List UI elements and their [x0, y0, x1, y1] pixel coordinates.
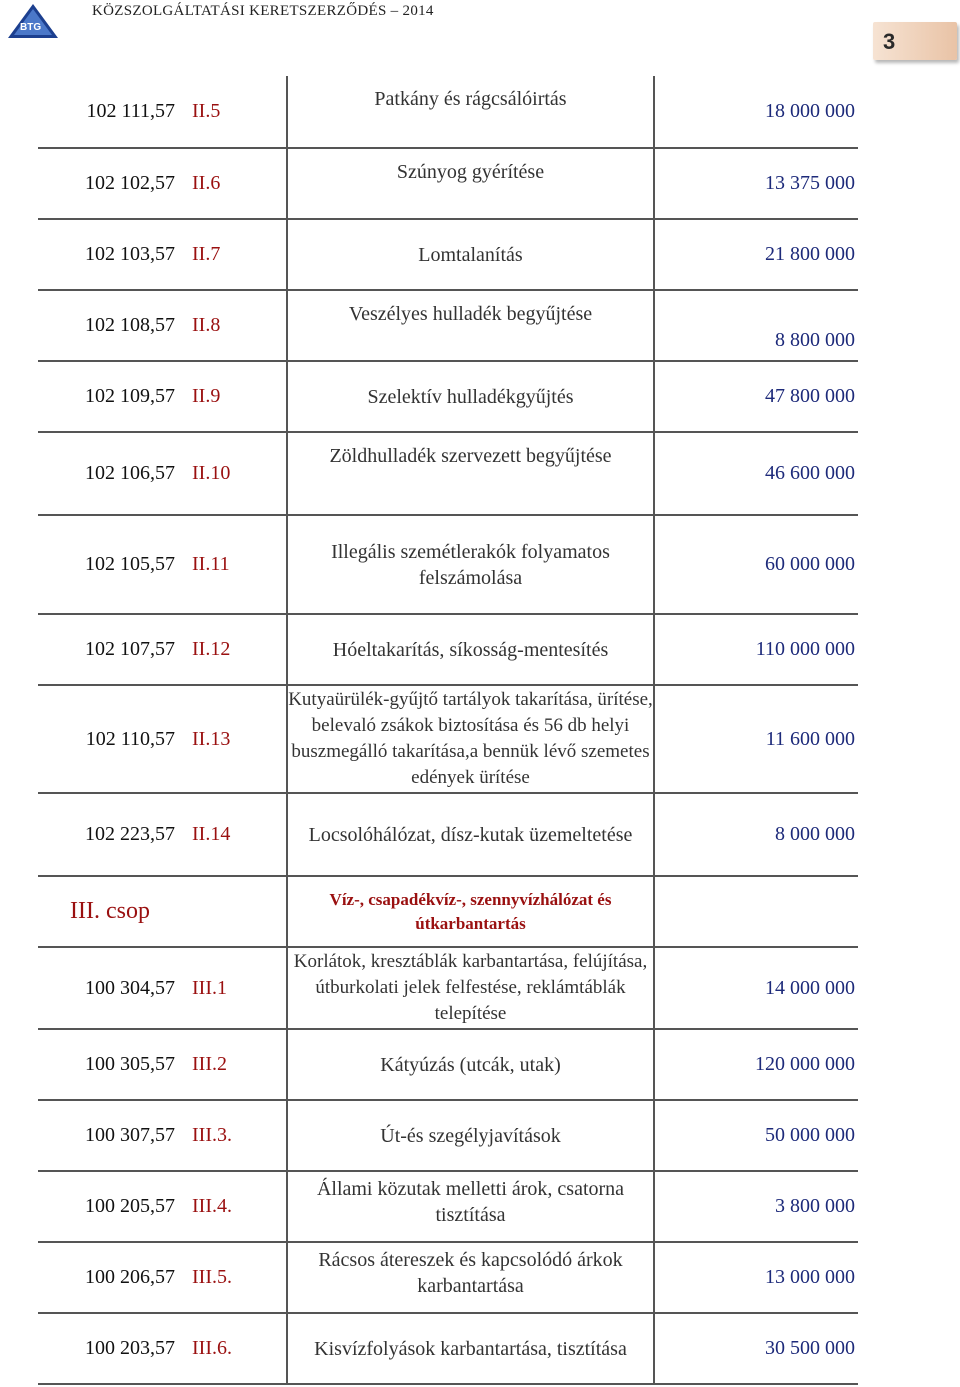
row-section: II.9 [182, 361, 287, 432]
row-description: Zöldhulladék szervezett begyűjtése [287, 432, 654, 515]
page-number: 3 [883, 29, 896, 54]
row-description: Patkány és rágcsálóirtás [287, 76, 654, 148]
row-code: 100 205,57 [38, 1171, 182, 1242]
row-code: 102 107,57 [38, 614, 182, 685]
row-section: III.4. [182, 1171, 287, 1242]
row-code: 100 307,57 [38, 1100, 182, 1171]
group-label: III. csop [38, 876, 182, 947]
empty-cell [182, 876, 287, 947]
row-section: III.6. [182, 1313, 287, 1384]
budget-table [38, 76, 858, 1385]
table-row [38, 76, 858, 148]
row-description: Lomtalanítás [287, 219, 654, 290]
row-amount: 3 800 000 [654, 1171, 858, 1242]
row-section: III.5. [182, 1242, 287, 1313]
row-amount: 8 800 000 [654, 290, 858, 361]
row-code: 100 203,57 [38, 1313, 182, 1384]
table-row [38, 361, 858, 432]
row-code: 100 206,57 [38, 1242, 182, 1313]
row-section: III.2 [182, 1029, 287, 1100]
row-amount: 47 800 000 [654, 361, 858, 432]
table-row [38, 685, 858, 793]
row-section: III.3. [182, 1100, 287, 1171]
table-row [38, 219, 858, 290]
group-title: Víz-, csapadékvíz-, szennyvízhálózat és útkarbantartás [287, 876, 654, 947]
row-code: 102 102,57 [38, 148, 182, 219]
row-code: 102 103,57 [38, 219, 182, 290]
row-amount: 14 000 000 [654, 947, 858, 1029]
row-section: II.14 [182, 793, 287, 876]
page-header [0, 0, 960, 64]
row-description: Hóeltakarítás, síkosság-mentesítés [287, 614, 654, 685]
table-row [38, 290, 858, 361]
table-row [38, 1242, 858, 1313]
row-code: 100 304,57 [38, 947, 182, 1029]
row-amount: 30 500 000 [654, 1313, 858, 1384]
table-row [38, 1171, 858, 1242]
btg-logo [6, 2, 60, 40]
row-section: II.12 [182, 614, 287, 685]
table-row [38, 148, 858, 219]
row-section: II.7 [182, 219, 287, 290]
group-header-row [38, 876, 858, 947]
row-amount: 50 000 000 [654, 1100, 858, 1171]
row-description: Kisvízfolyások karbantartása, tisztítása [287, 1313, 654, 1384]
table-row [38, 793, 858, 876]
row-section: II.11 [182, 515, 287, 614]
row-code: 102 111,57 [86, 100, 175, 122]
row-amount: 120 000 000 [654, 1029, 858, 1100]
row-amount: 13 375 000 [654, 148, 858, 219]
row-amount: 11 600 000 [654, 685, 858, 793]
document-title: KÖZSZOLGÁLTATÁSI KERETSZERZŐDÉS – 2014 [92, 3, 434, 19]
logo-text: BTG [20, 22, 42, 33]
row-code: 102 108,57 [38, 290, 182, 361]
row-code: 102 223,57 [38, 793, 182, 876]
row-code: 102 106,57 [38, 432, 182, 515]
row-amount: 110 000 000 [654, 614, 858, 685]
row-code: 100 305,57 [38, 1029, 182, 1100]
row-section: III.1 [182, 947, 287, 1029]
row-section: II.6 [182, 148, 287, 219]
row-description: Illegális szemétlerakók folyamatos felszámolása [287, 515, 654, 614]
row-code: 102 110,57 [38, 685, 182, 793]
row-description: Kutyaürülék-gyűjtő tartályok takarítása, ürítése, belevaló zsákok biztosítása és 56 db helyi buszmegálló takarítása,a bennük lévő szemetes edények ürítése [287, 685, 654, 793]
table-row [38, 947, 858, 1029]
row-section: II.8 [182, 290, 287, 361]
row-amount: 18 000 000 [654, 76, 858, 148]
table-row [38, 614, 858, 685]
row-description: Út-és szegélyjavítások [287, 1100, 654, 1171]
table-row [38, 432, 858, 515]
row-amount: 60 000 000 [654, 515, 858, 614]
row-description: Locsolóhálózat, dísz-kutak üzemeltetése [287, 793, 654, 876]
row-amount: 8 000 000 [654, 793, 858, 876]
row-section: II.10 [182, 432, 287, 515]
row-description: Szúnyog gyérítése [287, 148, 654, 219]
row-description: Kátyúzás (utcák, utak) [287, 1029, 654, 1100]
row-description: Állami közutak melletti árok, csatorna tisztítása [287, 1171, 654, 1242]
row-description: Korlátok, kresztáblák karbantartása, felújítása, útburkolati jelek felfestése, reklámtáblák telepítése [287, 947, 654, 1029]
page-number-badge [873, 22, 957, 60]
row-section: II.13 [182, 685, 287, 793]
row-amount: 46 600 000 [654, 432, 858, 515]
row-description: Rácsos átereszek és kapcsolódó árkok karbantartása [287, 1242, 654, 1313]
row-amount: 13 000 000 [654, 1242, 858, 1313]
table-row [38, 515, 858, 614]
table-row [38, 1313, 858, 1384]
row-code: 102 109,57 [38, 361, 182, 432]
table-row [38, 1100, 858, 1171]
row-amount: 21 800 000 [654, 219, 858, 290]
row-description: Veszélyes hulladék begyűjtése [287, 290, 654, 361]
row-description: Szelektív hulladékgyűjtés [287, 361, 654, 432]
row-section: II.5 [192, 100, 221, 122]
empty-cell [654, 876, 858, 947]
table-row [38, 1029, 858, 1100]
row-code: 102 105,57 [38, 515, 182, 614]
